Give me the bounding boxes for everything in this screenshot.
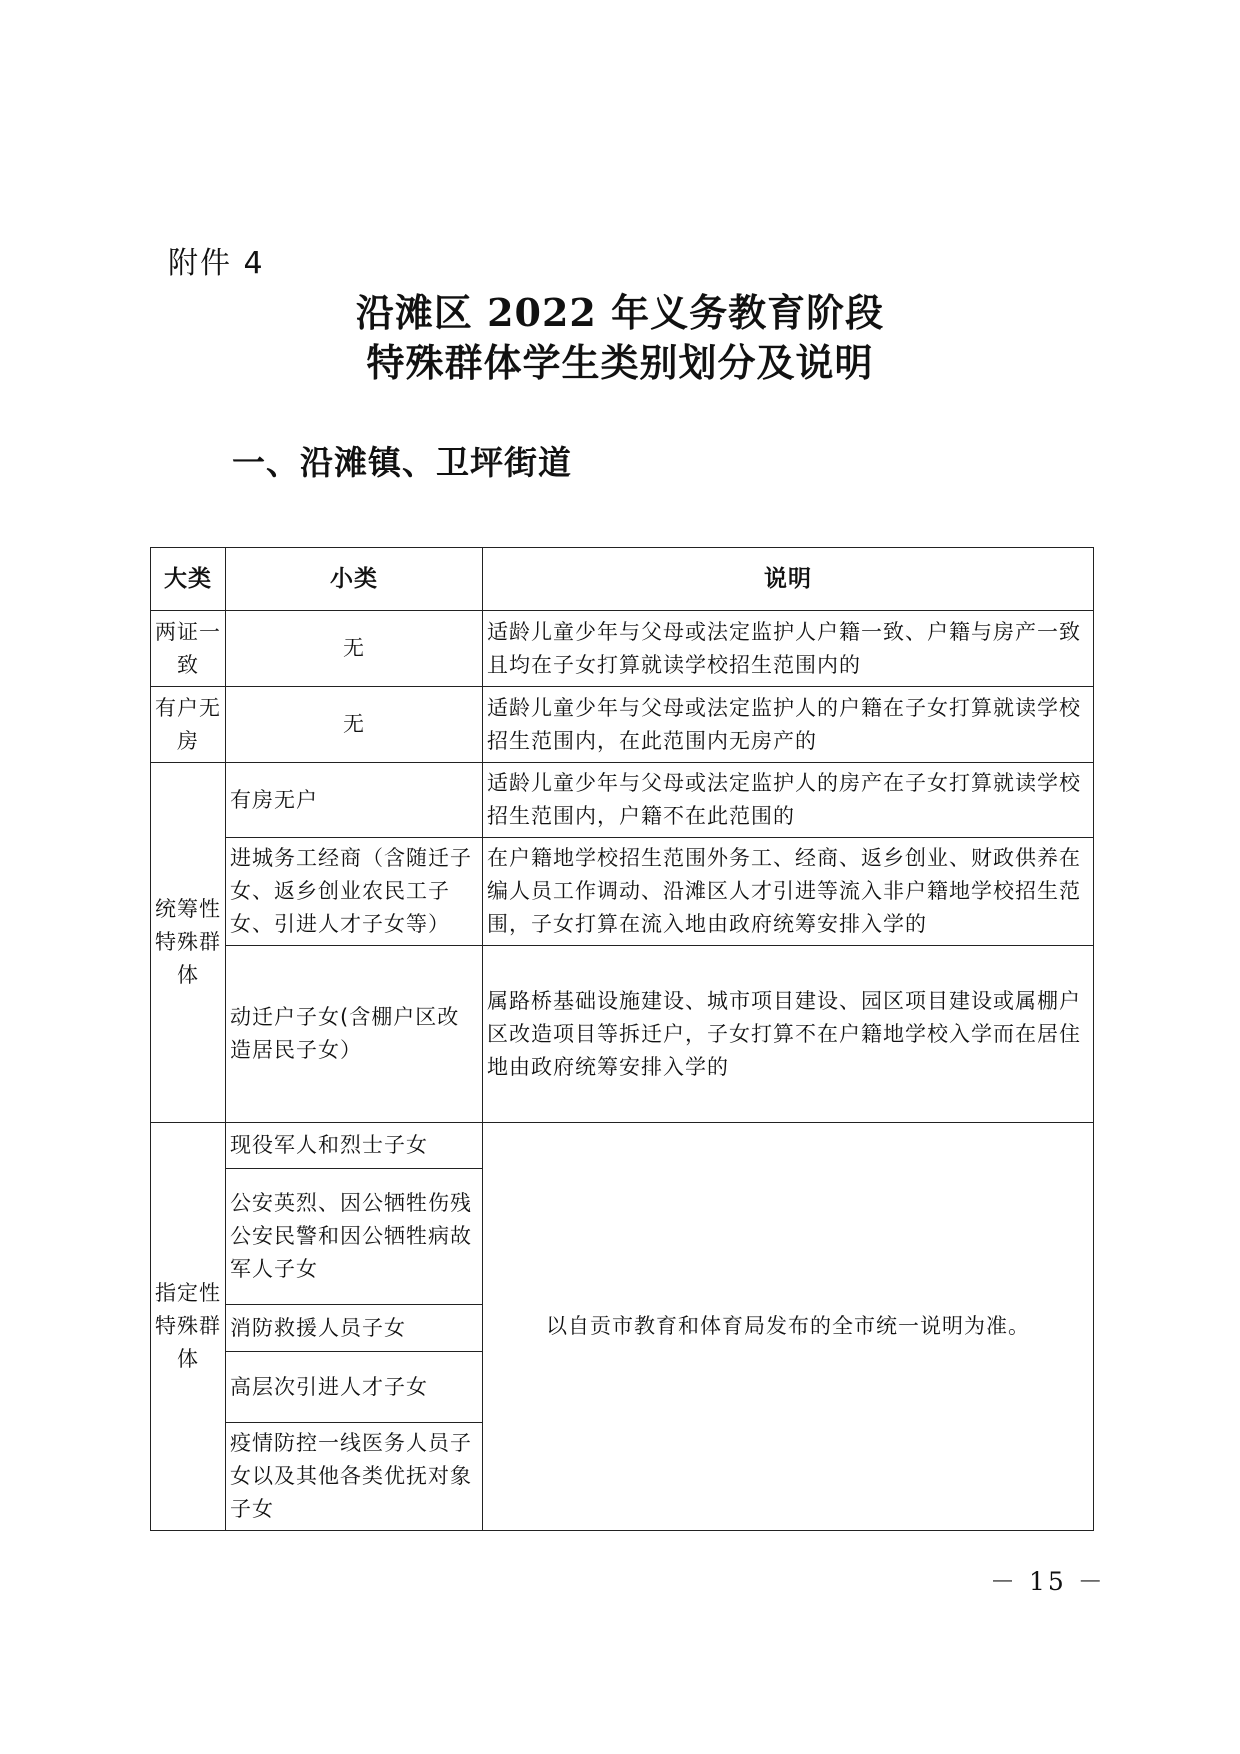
major-category: 有户无房 xyxy=(151,687,226,763)
major-category: 统筹性特殊群体 xyxy=(151,763,226,1123)
minor-category: 无 xyxy=(226,687,483,763)
table-row xyxy=(151,838,1094,946)
header-minor: 小类 xyxy=(226,548,483,611)
major-category: 两证一致 xyxy=(151,611,226,687)
minor-category: 进城务工经商（含随迁子女、返乡创业农民工子女、引进人才子女等） xyxy=(226,838,483,946)
category-note: 以自贡市教育和体育局发布的全市统一说明为准。 xyxy=(483,1123,1094,1531)
header-major: 大类 xyxy=(151,548,226,611)
table-row xyxy=(151,687,1094,763)
category-note: 在户籍地学校招生范围外务工、经商、返乡创业、财政供养在编人员工作调动、沿滩区人才引进等流入非户籍地学校招生范围，子女打算在流入地由政府统筹安排入学的 xyxy=(483,838,1094,946)
minor-category: 疫情防控一线医务人员子女以及其他各类优抚对象子女 xyxy=(226,1423,483,1531)
minor-category: 高层次引进人才子女 xyxy=(226,1352,483,1423)
minor-category: 无 xyxy=(226,611,483,687)
minor-category: 消防救援人员子女 xyxy=(226,1305,483,1352)
table-header-row xyxy=(151,548,1094,611)
attachment-label: 附件 4 xyxy=(168,246,265,281)
document-title-line-2: 特殊群体学生类别划分及说明 xyxy=(366,340,874,385)
major-category: 指定性特殊群体 xyxy=(151,1123,226,1531)
section-heading: 一、沿滩镇、卫坪街道 xyxy=(232,443,572,482)
table-row xyxy=(151,611,1094,687)
category-note: 属路桥基础设施建设、城市项目建设、园区项目建设或属棚户区改造项目等拆迁户，子女打算不在户籍地学校入学而在居住地由政府统筹安排入学的 xyxy=(483,946,1094,1123)
document-title-line-1: 沿滩区 2022 年义务教育阶段 xyxy=(355,290,885,335)
minor-category: 公安英烈、因公牺牲伤残公安民警和因公牺牲病故军人子女 xyxy=(226,1169,483,1305)
category-note: 适龄儿童少年与父母或法定监护人的户籍在子女打算就读学校招生范围内，在此范围内无房产的 xyxy=(483,687,1094,763)
header-note: 说明 xyxy=(483,548,1094,611)
minor-category: 现役军人和烈士子女 xyxy=(226,1123,483,1169)
table-row xyxy=(151,946,1094,1123)
page-number: － 15 － xyxy=(990,1567,1106,1596)
table-row xyxy=(151,763,1094,838)
category-note: 适龄儿童少年与父母或法定监护人的房产在子女打算就读学校招生范围内，户籍不在此范围的 xyxy=(483,763,1094,838)
category-note: 适龄儿童少年与父母或法定监护人户籍一致、户籍与房产一致且均在子女打算就读学校招生范围内的 xyxy=(483,611,1094,687)
category-table xyxy=(150,547,1094,1531)
table-row xyxy=(151,1123,1094,1169)
minor-category: 有房无户 xyxy=(226,763,483,838)
minor-category: 动迁户子女(含棚户区改造居民子女） xyxy=(226,946,483,1123)
